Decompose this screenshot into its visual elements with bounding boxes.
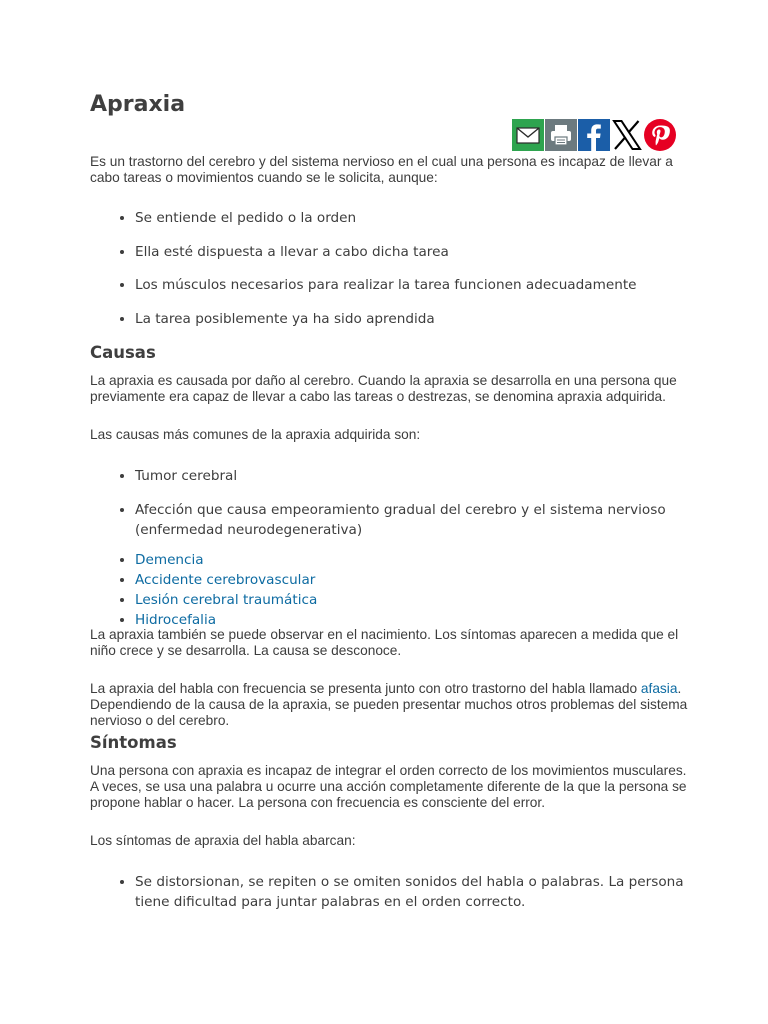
- article-body: [90, 154, 690, 925]
- share-toolbar: [512, 118, 676, 152]
- link-lesion-cerebral[interactable]: Lesión cerebral traumática: [135, 591, 318, 608]
- sintomas-list: [90, 872, 690, 912]
- list-item: • Afección que causa empeoramiento gradual del cerebro y el sistema nervioso (enfermedad neurodegenerativa): [135, 500, 690, 540]
- intro-list: [90, 208, 690, 329]
- print-icon[interactable]: [545, 119, 577, 151]
- list-item: • Tumor cerebral: [135, 466, 690, 486]
- causas-paragraph: La apraxia es causada por daño al cerebro. Cuando la apraxia se desarrolla en una persona que previamente era capaz de llevar a cabo las tareas o destrezas, se denomina apraxia adquirida.: [90, 373, 677, 405]
- causas-heading: Causas: [90, 343, 156, 363]
- afasia-text-after: . Dependiendo de la causa de la apraxia, se pueden presentar muchos otros problemas del sistema nervioso o del cerebro.: [90, 680, 688, 728]
- page-title: Apraxia: [90, 92, 186, 117]
- intro-paragraph: Es un trastorno del cerebro y del sistema nervioso en el cual una persona es incapaz de llevar a cabo tareas o movimientos cuando se le solicita, aunque:: [90, 154, 673, 185]
- email-icon[interactable]: [512, 119, 544, 151]
- link-hidrocefalia[interactable]: Hidrocefalia: [135, 611, 217, 628]
- sintomas-heading: Síntomas: [90, 732, 177, 752]
- list-item: • Se entiende el pedido o la orden: [135, 208, 690, 228]
- facebook-icon[interactable]: [578, 119, 610, 151]
- list-item: [135, 550, 690, 570]
- afasia-paragraph: [90, 681, 690, 729]
- sintomas-intro-paragraph: Los síntomas de apraxia del habla abarcan:: [90, 832, 356, 848]
- nacimiento-paragraph: La apraxia también se puede observar en el nacimiento. Los síntomas aparecen a medida que el niño crece y se desarrolla. La causa se desconoce.: [90, 626, 679, 658]
- link-accidente-cerebrovascular[interactable]: Accidente cerebrovascular: [135, 571, 316, 588]
- causas-intro-paragraph: Las causas más comunes de la apraxia adquirida son:: [90, 427, 421, 443]
- list-item: [135, 570, 690, 590]
- list-item: [135, 590, 690, 610]
- sintomas-paragraph: Una persona con apraxia es incapaz de integrar el orden correcto de los movimientos musculares. A veces, se usa una palabra u ocurre una acción completamente diferente de la que la persona se propone hablar o hacer. La persona con frecuencia es consciente del error.: [90, 762, 687, 810]
- afasia-text-before: La apraxia del habla con frecuencia se presenta junto con otro trastorno del habla llamado: [90, 680, 641, 696]
- link-demencia[interactable]: Demencia: [135, 551, 204, 568]
- x-icon[interactable]: [611, 119, 643, 151]
- list-item: • Ella esté dispuesta a llevar a cabo dicha tarea: [135, 242, 690, 262]
- causas-links-list: [90, 550, 690, 630]
- link-afasia[interactable]: afasia: [640, 680, 678, 696]
- list-item: • La tarea posiblemente ya ha sido aprendida: [135, 309, 690, 329]
- list-item: • Se distorsionan, se repiten o se omiten sonidos del habla o palabras. La persona tiene dificultad para juntar palabras en el orden correcto.: [135, 872, 690, 912]
- pinterest-icon[interactable]: [644, 119, 676, 151]
- list-item: • Los músculos necesarios para realizar la tarea funcionen adecuadamente: [135, 275, 690, 295]
- causas-list: [90, 466, 690, 540]
